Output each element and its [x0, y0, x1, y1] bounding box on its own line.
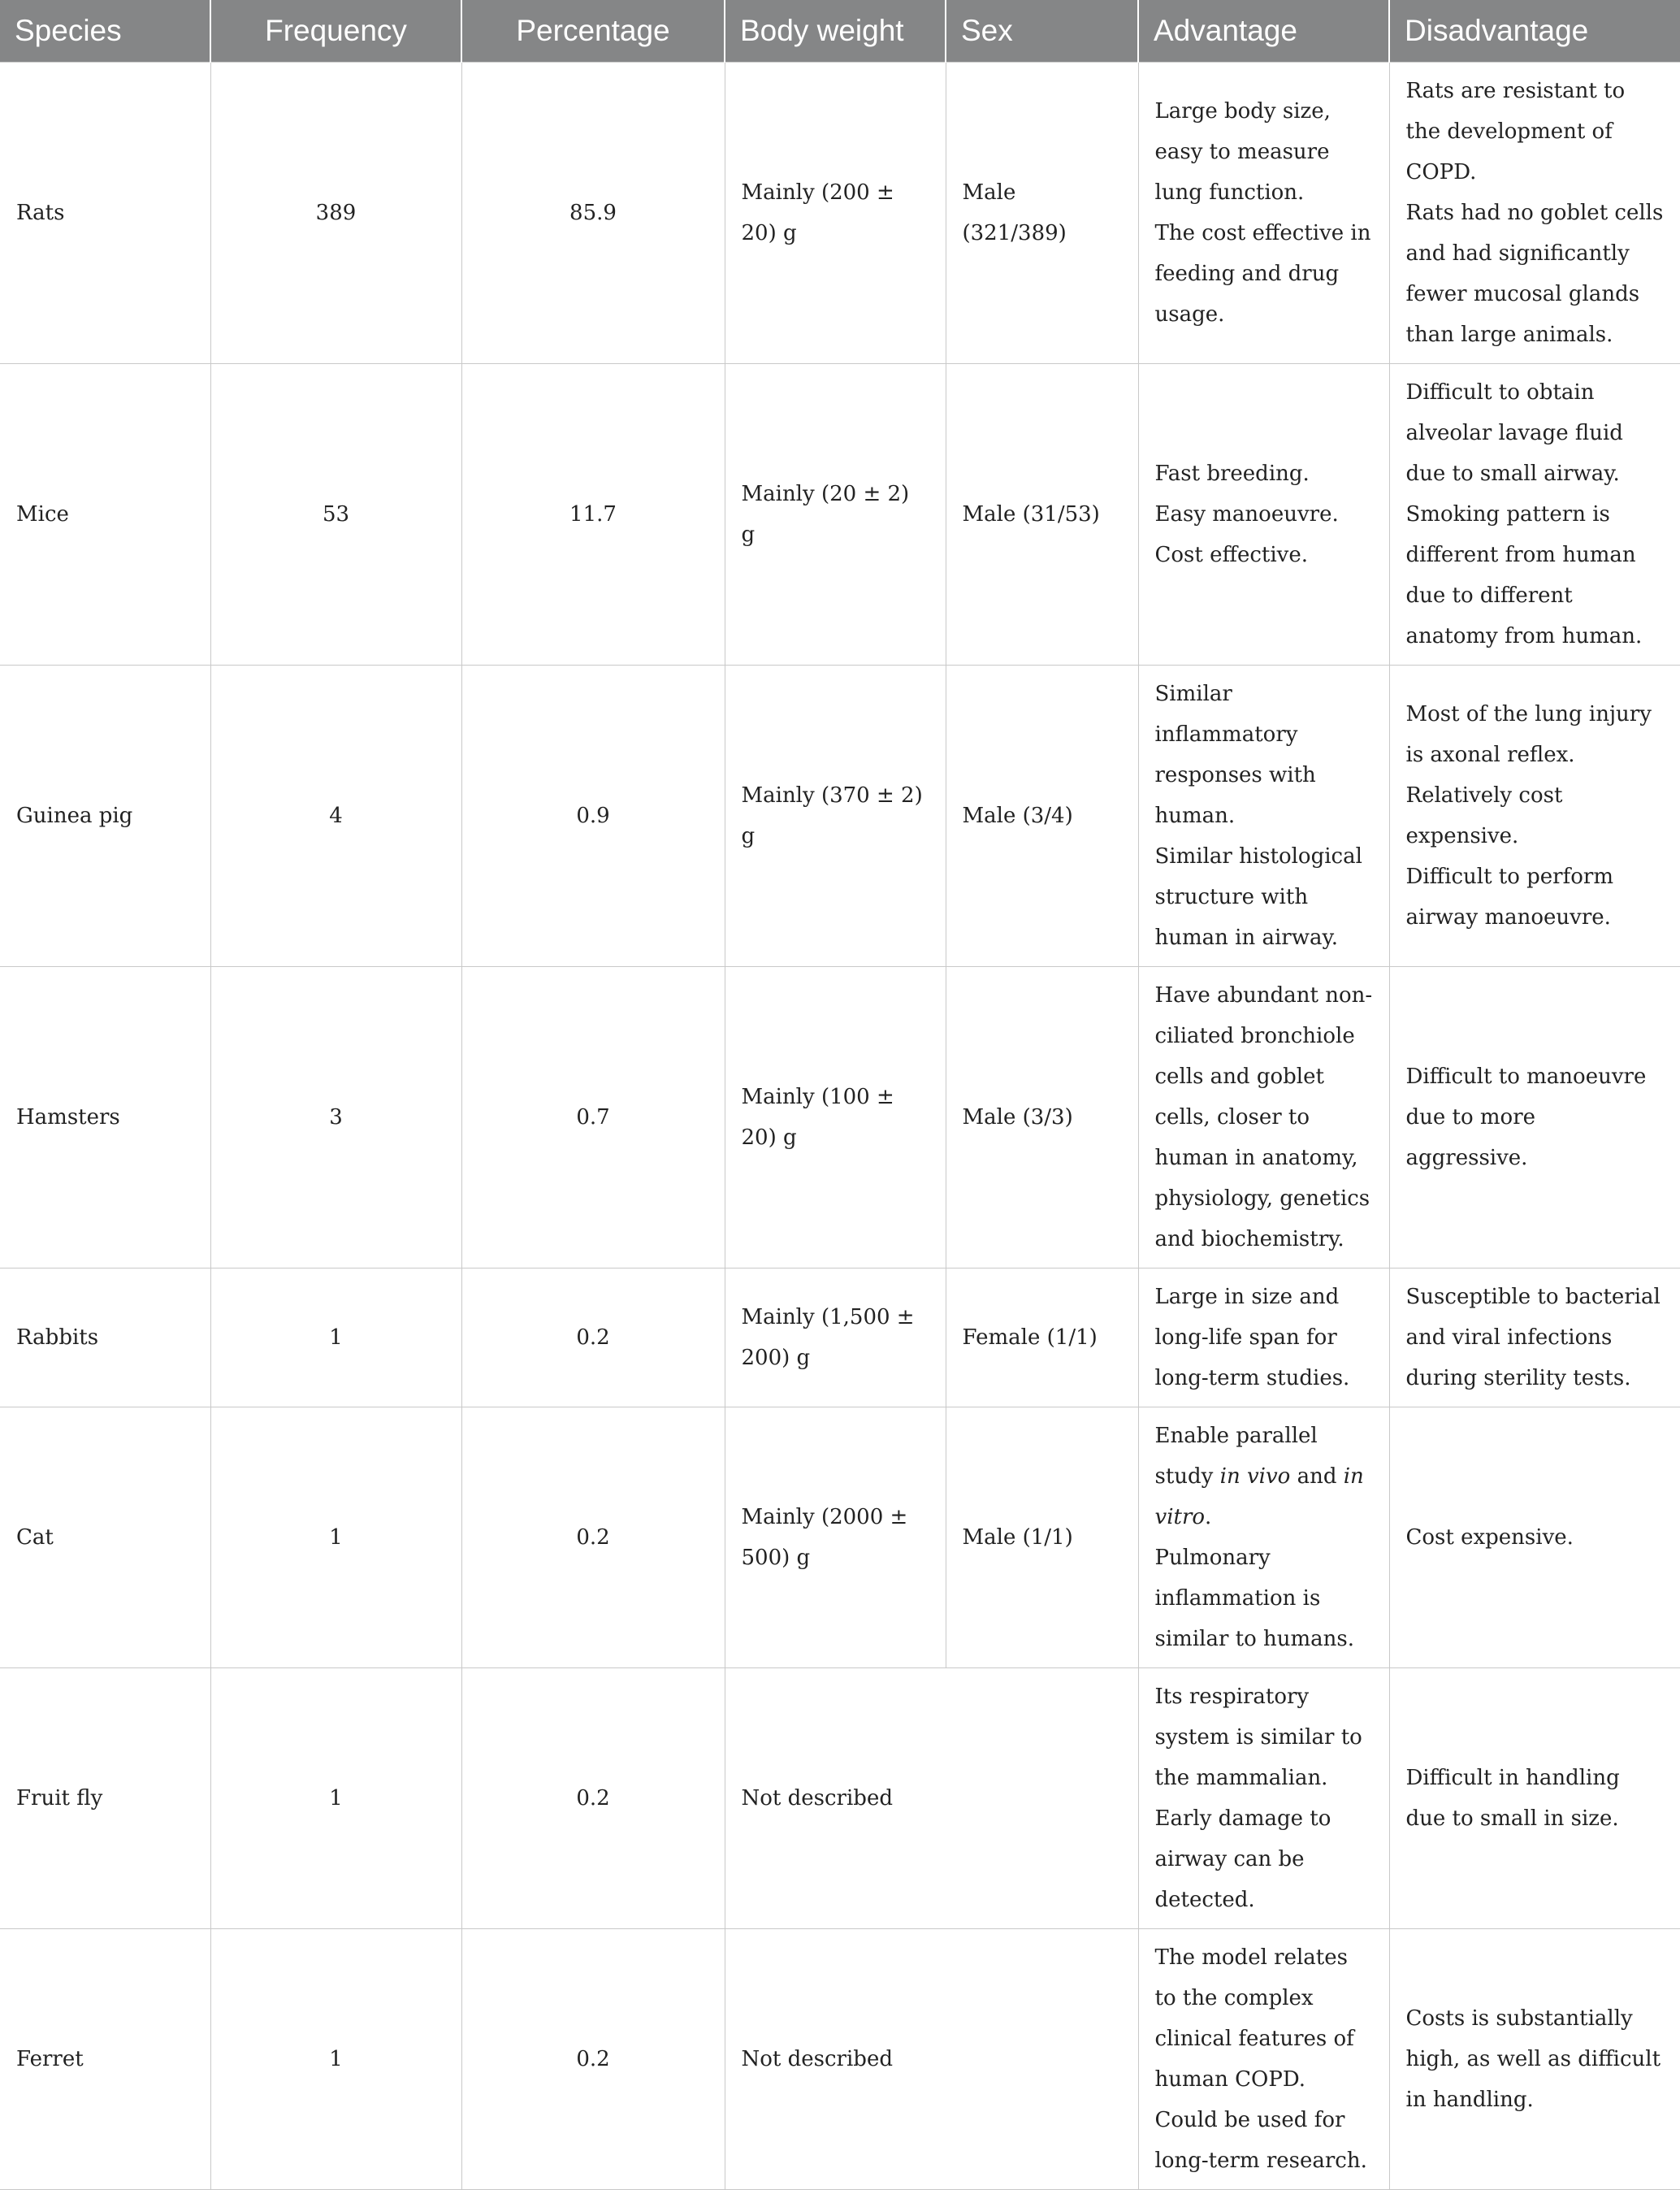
body-weight-cell: Mainly (2000 ± 500) g — [725, 1407, 946, 1668]
advantage-cell — [1138, 1268, 1389, 1407]
sex-cell: Male (1/1) — [946, 1407, 1138, 1668]
frequency-cell: 53 — [210, 364, 461, 666]
species-cell: Ferret — [0, 1929, 210, 2190]
percentage-cell: 85.9 — [461, 63, 725, 364]
percentage-cell: 0.2 — [461, 1929, 725, 2190]
advantage-text: Fast breeding. — [1154, 462, 1310, 486]
header-body-weight: Body weight — [725, 0, 946, 63]
species-cell: Rabbits — [0, 1268, 210, 1407]
frequency-cell: 1 — [210, 1268, 461, 1407]
header-frequency: Frequency — [210, 0, 461, 63]
frequency-cell: 389 — [210, 63, 461, 364]
frequency-cell: 3 — [210, 967, 461, 1268]
table-row — [0, 1929, 1680, 2190]
disadvantage-text: Most of the lung injury is axonal reflex. — [1405, 702, 1652, 767]
percentage-cell: 0.2 — [461, 1268, 725, 1407]
disadvantage-text: Cost expensive. — [1405, 1525, 1574, 1550]
species-cell: Hamsters — [0, 967, 210, 1268]
table-row — [0, 1668, 1680, 1929]
advantage-text: Its respiratory system is similar to the mammalian. — [1154, 1685, 1362, 1790]
advantage-text: Similar histological structure with human in airway. — [1154, 844, 1362, 950]
species-cell: Guinea pig — [0, 666, 210, 967]
advantage-text: The cost effective in feeding and drug usage. — [1154, 221, 1371, 327]
species-cell: Cat — [0, 1407, 210, 1668]
sex-cell: Female (1/1) — [946, 1268, 1138, 1407]
body-weight-cell: Mainly (1,500 ± 200) g — [725, 1268, 946, 1407]
percentage-cell: 11.7 — [461, 364, 725, 666]
species-cell: Mice — [0, 364, 210, 666]
percentage-cell: 0.9 — [461, 666, 725, 967]
table-row — [0, 1268, 1680, 1407]
disadvantage-text: Rats had no goblet cells and had significantly fewer mucosal glands than large animals. — [1405, 201, 1664, 347]
disadvantage-text: Rats are resistant to the development of COPD. — [1405, 79, 1626, 184]
sex-cell: Male (31/53) — [946, 364, 1138, 666]
table-row — [0, 63, 1680, 364]
advantage-text: Similar inflammatory responses with human. — [1154, 682, 1316, 828]
sex-cell: Male (321/389) — [946, 63, 1138, 364]
header-row — [0, 0, 1680, 63]
disadvantage-text: Difficult to obtain alveolar lavage fluid due to small airway. — [1405, 380, 1623, 486]
disadvantage-text: Relatively cost expensive. — [1405, 783, 1563, 848]
advantage-text: Large in size and long-life span for long-term studies. — [1154, 1285, 1350, 1390]
advantage-cell — [1138, 967, 1389, 1268]
body-weight-cell: Not described — [725, 1668, 1138, 1929]
disadvantage-cell — [1389, 364, 1680, 666]
advantage-cell — [1138, 666, 1389, 967]
advantage-text: Pulmonary inflammation is similar to humans. — [1154, 1546, 1355, 1651]
table-row — [0, 967, 1680, 1268]
frequency-cell: 4 — [210, 666, 461, 967]
percentage-cell: 0.2 — [461, 1407, 725, 1668]
advantage-cell — [1138, 1668, 1389, 1929]
advantage-text: Could be used for long-term research. — [1154, 2108, 1367, 2173]
disadvantage-cell — [1389, 1929, 1680, 2190]
advantage-cell — [1138, 1929, 1389, 2190]
frequency-cell: 1 — [210, 1929, 461, 2190]
header-sex: Sex — [946, 0, 1138, 63]
frequency-cell: 1 — [210, 1668, 461, 1929]
advantage-text: Have abundant non-ciliated bronchiole cells and goblet cells, closer to human in anatomy, physiology, genetics and biochemistry. — [1154, 983, 1373, 1251]
disadvantage-text: Susceptible to bacterial and viral infections during sterility tests. — [1405, 1285, 1661, 1390]
advantage-text: Large body size, easy to measure lung function. — [1154, 99, 1331, 205]
advantage-cell — [1138, 364, 1389, 666]
disadvantage-cell — [1389, 967, 1680, 1268]
disadvantage-cell — [1389, 63, 1680, 364]
table-row — [0, 364, 1680, 666]
body-weight-cell: Mainly (370 ± 2) g — [725, 666, 946, 967]
disadvantage-text: Difficult to manoeuvre due to more aggressive. — [1405, 1065, 1647, 1170]
advantage-text: The model relates to the complex clinical features of human COPD. — [1154, 1945, 1354, 2092]
percentage-cell: 0.7 — [461, 967, 725, 1268]
percentage-cell: 0.2 — [461, 1668, 725, 1929]
sex-cell: Male (3/3) — [946, 967, 1138, 1268]
disadvantage-cell — [1389, 1268, 1680, 1407]
header-percentage: Percentage — [461, 0, 725, 63]
species-cell: Rats — [0, 63, 210, 364]
advantage-cell — [1138, 63, 1389, 364]
sex-cell: Male (3/4) — [946, 666, 1138, 967]
header-species: Species — [0, 0, 210, 63]
disadvantage-cell — [1389, 1407, 1680, 1668]
body-weight-cell: Mainly (200 ± 20) g — [725, 63, 946, 364]
table-row — [0, 666, 1680, 967]
header-advantage: Advantage — [1138, 0, 1389, 63]
body-weight-cell: Not described — [725, 1929, 1138, 2190]
advantage-text: Early damage to airway can be detected. — [1154, 1806, 1331, 1912]
advantage-text: Cost effective. — [1154, 543, 1309, 567]
advantage-cell — [1138, 1407, 1389, 1668]
disadvantage-text: Difficult to perform airway manoeuvre. — [1405, 865, 1613, 930]
body-weight-cell: Mainly (100 ± 20) g — [725, 967, 946, 1268]
advantage-text: Enable parallel study in vivo and in vitro. — [1154, 1424, 1364, 1529]
frequency-cell: 1 — [210, 1407, 461, 1668]
advantage-text: Easy manoeuvre. — [1154, 502, 1339, 527]
disadvantage-cell — [1389, 666, 1680, 967]
disadvantage-text: Difficult in handling due to small in size. — [1405, 1766, 1620, 1831]
body-weight-cell: Mainly (20 ± 2) g — [725, 364, 946, 666]
table-row — [0, 1407, 1680, 1668]
species-cell: Fruit fly — [0, 1668, 210, 1929]
disadvantage-text: Smoking pattern is different from human due to different anatomy from human. — [1405, 502, 1643, 648]
disadvantage-cell — [1389, 1668, 1680, 1929]
disadvantage-text: Costs is substantially high, as well as difficult in handling. — [1405, 2006, 1661, 2112]
header-disadvantage: Disadvantage — [1389, 0, 1680, 63]
